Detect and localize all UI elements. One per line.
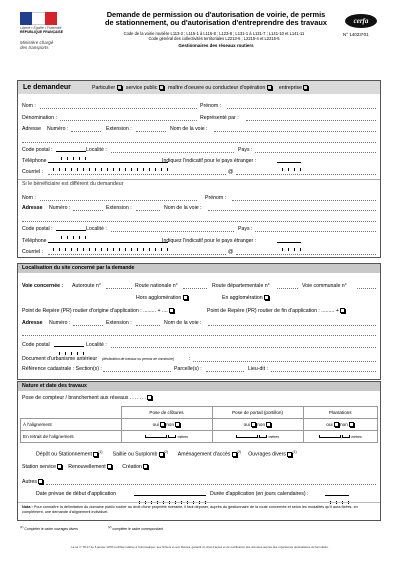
label-pays: Pays : — [238, 147, 253, 153]
checkbox-en-agglo[interactable] — [264, 295, 269, 300]
input-duree[interactable] — [325, 491, 349, 496]
label-creation: Création — [122, 464, 142, 470]
cell-clotures-alignement: oui non — [121, 419, 212, 431]
checkbox-particulier[interactable] — [117, 85, 122, 90]
label-voie-communale: Voie communale n° — [302, 283, 347, 289]
label-adresse: Adresse — [22, 126, 42, 132]
loc-input-localite[interactable] — [111, 347, 376, 348]
input-extension[interactable] — [136, 131, 166, 132]
agglo-row — [136, 295, 188, 301]
input-lieu-dit[interactable] — [271, 371, 376, 372]
compteur-row: Pose de compteur / branchement aux réseaux ....... — [22, 395, 152, 401]
label-route-departementale: Route départementale n° — [212, 283, 270, 289]
code-references: Code de la voirie routière L113-2 ; L115-1 à L116-8 ; L123-8 ; L131-1 à L131-7 ; L141-10 et L141-11 Code général des collectivités territoriales L2213-6 ; L2215-4 et L2215-5 — [123, 31, 305, 41]
pr-origine-row — [22, 308, 174, 314]
label-voie-concernee: Voie concernée : — [22, 283, 64, 289]
benef-input-pays[interactable] — [255, 231, 376, 232]
travaux-types-row: Dépôt ou Stationnement $^{(1)}$ Saillie ou Surplomb $^{(2)}$ Aménagement d'accès $^{(2)}$ Ouvrages divers $^{(1)}$ — [36, 450, 297, 458]
input-localite[interactable] — [111, 152, 234, 153]
logo-republique: RÉPUBLIQUE FRANÇAISE — [20, 30, 63, 34]
benef-input-code-postal[interactable] — [56, 226, 86, 231]
checkbox-pr-origine[interactable] — [169, 308, 174, 313]
input-telephone[interactable] — [48, 158, 168, 163]
benef-label-indicatif: Indiquez l'indicatif pour le pays étranger : — [162, 238, 257, 244]
checkbox-plantations-oui[interactable] — [334, 422, 339, 427]
label-hors-agglo: Hors agglomération — [136, 295, 182, 301]
input-route-nationale[interactable] — [183, 288, 207, 289]
benef-label-extension: Extension : — [106, 205, 132, 211]
travaux-title: Nature et date des travaux — [22, 383, 87, 389]
benef-input-courriel-user[interactable] — [48, 254, 226, 255]
row-retrait-label: En retrait de l'alignement — [21, 431, 122, 443]
republique-logo — [20, 12, 63, 34]
label-represente: Représenté par : — [200, 115, 239, 121]
label-depot: Dépôt ou Stationnement — [36, 451, 92, 458]
checkbox-creation[interactable] — [143, 464, 148, 469]
benef-label-telephone: Téléphone — [22, 238, 47, 244]
nota-divider — [18, 502, 380, 503]
loc-label-nom-voie: Nom de la voie : — [164, 320, 202, 326]
input-urbanisme[interactable] — [193, 361, 376, 362]
footer-legal: La loi n° 78-17 du 6 janvier 1978 modifiée relative à l'informatique, aux fichiers et aux libertés, garantit un droit d'accès et de rectification des données auprès des organismes destinataires du formulaire. — [71, 545, 329, 549]
nota-text: Nota : Pour connaître la délimitation du domaine public routier au droit d'une propriété riveraine, il faut déposer, auprès du gestionnaire de la route concernée et selon les modalités qu'il aura fixées, en complément, une demande d'alignement individuel. — [22, 505, 358, 514]
input-date-debut[interactable] — [134, 491, 206, 496]
loc-label-code-postal: Code postal — [22, 342, 50, 348]
checkbox-portail-oui[interactable] — [251, 422, 256, 427]
checkbox-service-public[interactable] — [159, 85, 164, 90]
checkbox-clotures-oui[interactable] — [160, 422, 165, 427]
station-row — [22, 464, 148, 470]
input-denomination[interactable] — [60, 120, 197, 121]
col-portail: Pose de portail (portillon) — [212, 407, 303, 419]
beneficiaire-heading: Si le bénéficiaire est différent du demandeur — [22, 181, 124, 187]
type-entreprise-label: entreprise — [278, 85, 302, 91]
type-particulier-label: Particulier — [92, 85, 116, 91]
input-voie-communale[interactable] — [357, 288, 376, 289]
label-duree: Durée d'application (en jours calendaires) : — [210, 491, 309, 497]
checkbox-entreprise[interactable] — [303, 85, 308, 90]
row-alignement-label: À l'alignement — [21, 419, 122, 431]
table-row — [21, 431, 378, 443]
label-parcelles: Parcelle(s) : — [174, 366, 202, 372]
label-station: Station service — [22, 464, 57, 470]
footnote-1: $^{(1)}$ Compléter le cadre ouvrages divers — [20, 525, 78, 532]
checkbox-portail-non[interactable] — [266, 422, 271, 427]
input-section[interactable] — [103, 371, 171, 372]
loc-label-numero: Numéro : — [49, 320, 71, 326]
label-ouvrages: Ouvrages divers — [248, 451, 286, 458]
loc-label-adresse: Adresse — [22, 320, 43, 326]
demandeur-title: Le demandeur — [23, 84, 71, 91]
footnote-2: $^{(2)}$ compléter le cadre correspondant — [108, 525, 163, 532]
ministry-name: Ministère chargé des transports — [20, 40, 54, 50]
label-code-postal: Code postal : — [22, 147, 53, 153]
label-autres: Autres — [22, 479, 37, 485]
benef-label-nom-voie: Nom de la voie : — [164, 205, 202, 211]
benef-label-localite: Localité : — [86, 226, 107, 232]
input-pays[interactable] — [255, 152, 376, 153]
input-autres[interactable] — [46, 484, 376, 485]
label-lieu-dit: Lieu-dit : — [248, 366, 268, 372]
label-nom-voie: Nom de la voie : — [170, 126, 208, 132]
label-localite: Localité : — [86, 147, 107, 153]
benef-input-numero[interactable] — [73, 210, 103, 211]
table-corner — [21, 407, 122, 419]
type-maitre-oeuvre-label: maître d'oeuvre ou conducteur d'opération — [168, 85, 266, 91]
label-urbanisme: Document d'urbanisme antérieur — [22, 356, 98, 362]
benef-input-indicatif[interactable] — [277, 238, 301, 243]
benef-label-pays: Pays : — [238, 226, 253, 232]
loc-input-code-postal[interactable] — [54, 342, 84, 347]
cell-plantations-alignement: oui non — [303, 419, 378, 431]
cell-portail-retrait[interactable]: , mètres — [212, 431, 303, 443]
input-nom[interactable] — [40, 108, 197, 109]
label-courriel: Courriel : — [22, 169, 44, 175]
label-reference-cadastrale: Référence cadastrale : Section(s) : — [22, 366, 102, 372]
benef-label-prenom: Prénom : — [205, 195, 227, 201]
benef-input-adresse-suite[interactable] — [22, 221, 376, 222]
label-renouvellement: Renouvellement — [68, 464, 106, 470]
checkbox-station[interactable] — [57, 464, 62, 469]
input-prenom[interactable] — [227, 108, 376, 109]
cerfa-logo: cerfa — [345, 14, 377, 28]
benef-input-telephone[interactable] — [48, 238, 168, 243]
checkbox-autres[interactable] — [38, 479, 43, 484]
checkbox-plantations-non[interactable] — [349, 422, 354, 427]
loc-input-nom-voie[interactable] — [208, 325, 376, 326]
col-clotures: Pose de clôtures — [121, 407, 212, 419]
checkbox-hors-agglo[interactable] — [183, 295, 188, 300]
input-nom-voie[interactable] — [214, 131, 376, 132]
benef-label-nom: Nom : — [22, 195, 36, 201]
demandeur-type-row — [92, 85, 308, 91]
input-route-departementale[interactable] — [277, 288, 298, 289]
checkbox-pr-fin[interactable] — [340, 308, 345, 313]
benef-input-localite[interactable] — [111, 231, 234, 232]
urbanisme-colon: : — [189, 356, 191, 362]
label-numero: Numéro : — [47, 126, 69, 132]
benef-input-prenom[interactable] — [232, 200, 376, 201]
benef-input-extension[interactable] — [136, 210, 160, 211]
label-compteur: Pose de compteur / branchement aux réseaux — [22, 395, 129, 401]
benef-input-nom[interactable] — [40, 200, 197, 201]
label-date-debut: Date prévue de début d'application — [36, 491, 117, 497]
input-courriel-user[interactable] — [48, 174, 226, 175]
benef-input-courriel-domain[interactable] — [236, 254, 376, 255]
label-extension: Extension : — [106, 126, 132, 132]
col-plantations: Plantations — [303, 407, 378, 419]
loc-label-localite: Localité : — [86, 342, 107, 348]
label-denomination: Dénomination : — [22, 115, 57, 121]
form-subtitle: Gestionnaires des réseaux routiers — [178, 43, 254, 48]
benef-label-courriel: Courriel : — [22, 249, 44, 255]
input-parcelles[interactable] — [206, 371, 244, 372]
input-courriel-domain[interactable] — [236, 174, 376, 175]
input-autoroute[interactable] — [106, 288, 132, 289]
input-numero[interactable] — [71, 131, 101, 132]
benef-input-nom-voie[interactable] — [208, 210, 376, 211]
pr-fin-row — [207, 308, 345, 314]
label-autoroute: Autoroute n° — [72, 283, 101, 289]
input-represente[interactable] — [246, 120, 376, 121]
checkbox-maitre-oeuvre[interactable] — [267, 85, 272, 90]
benef-label-adresse: Adresse — [22, 205, 43, 211]
courriel-at: @ — [228, 169, 234, 175]
beneficiaire-divider — [18, 179, 380, 180]
loc-input-adresse-suite[interactable] — [22, 335, 376, 336]
benef-label-numero: Numéro : — [49, 205, 71, 211]
table-row — [21, 419, 378, 431]
checkbox-clotures-non[interactable] — [175, 422, 180, 427]
form-title: Demande de permission ou d'autorisation de voirie, de permis de stationnement, ou d'autorisation d'entreprendre des travaux — [105, 10, 327, 27]
cerfa-number: N° 14023*01 — [343, 32, 369, 37]
agglo-row-2 — [222, 295, 269, 301]
label-prenom: Prénom : — [200, 103, 222, 109]
label-en-agglo: En agglomération — [222, 295, 263, 301]
label-urbanisme-note: (déclaration de travaux ou permis de construire) — [102, 357, 174, 361]
voie-row — [22, 283, 63, 289]
label-route-nationale: Route nationale n° — [135, 283, 178, 289]
checkbox-compteur[interactable] — [147, 395, 152, 400]
cell-plantations-retrait[interactable]: , mètres — [303, 431, 378, 443]
loc-input-extension[interactable] — [136, 325, 160, 326]
loc-label-extension: Extension : — [106, 320, 132, 326]
checkbox-renouvellement[interactable] — [107, 464, 112, 469]
type-service-public-label: service public — [125, 85, 158, 91]
cell-clotures-retrait[interactable]: , mètres — [121, 431, 212, 443]
label-saillie: Saillie ou Surplomb — [112, 451, 158, 458]
cell-portail-alignement: oui non — [212, 419, 303, 431]
localisation-title: Localisation du site concerné par la demande — [22, 265, 135, 271]
input-adresse-suite[interactable] — [22, 142, 376, 143]
input-indicatif[interactable] — [277, 158, 301, 163]
input-code-postal[interactable] — [56, 147, 86, 152]
logo-motto: Liberté • Égalité • Fraternité — [20, 26, 62, 30]
autres-row — [22, 479, 43, 485]
travaux-table — [20, 406, 378, 443]
benef-label-code-postal: Code postal : — [22, 226, 53, 232]
loc-input-numero[interactable] — [73, 325, 103, 326]
label-pr-fin: Point de Repère (PR) routier de fin d'application : ......... + — [207, 308, 339, 314]
benef-courriel-at: @ — [228, 249, 234, 255]
label-nom: Nom : — [22, 103, 36, 109]
label-indicatif: Indiquez l'indicatif pour le pays étranger : — [162, 158, 257, 164]
label-amenagement: Aménagement d'accès — [177, 451, 231, 458]
table-header-row — [21, 407, 378, 419]
label-telephone: Téléphone — [22, 158, 47, 164]
label-pr-origine: Point de Repère (PR) routier d'origine d'application : ......... + .... — [22, 308, 168, 314]
